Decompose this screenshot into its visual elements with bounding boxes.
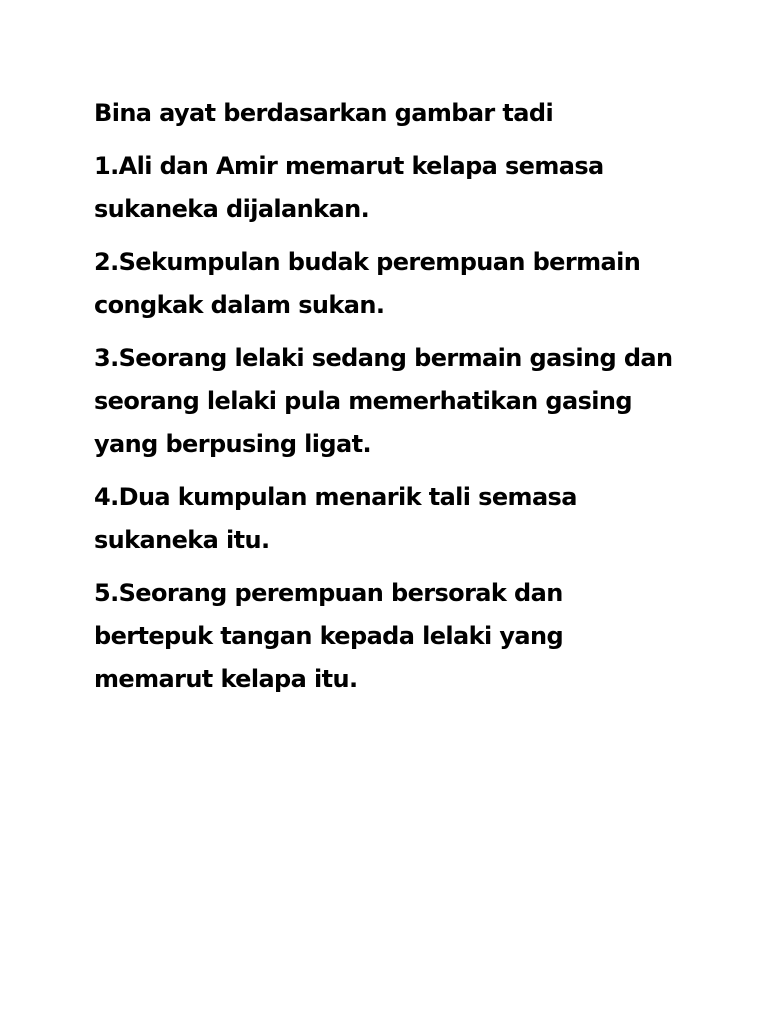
list-item-line: 4.Dua kumpulan menarik tali semasa: [94, 483, 577, 511]
list-item-3: [94, 337, 714, 466]
list-item-line: congkak dalam sukan.: [94, 291, 385, 319]
list-item-line: 2.Sekumpulan budak perempuan bermain: [94, 248, 641, 276]
list-item-line: bertepuk tangan kepada lelaki yang: [94, 622, 564, 650]
list-item-line: yang berpusing ligat.: [94, 430, 371, 458]
list-item-line: 1.Ali dan Amir memarut kelapa semasa: [94, 152, 604, 180]
page-title: Bina ayat berdasarkan gambar tadi: [94, 99, 554, 127]
list-item-4: [94, 476, 714, 562]
list-item-line: 5.Seorang perempuan bersorak dan: [94, 579, 563, 607]
list-item-line: seorang lelaki pula memerhatikan gasing: [94, 387, 632, 415]
list-item-1: [94, 145, 714, 231]
list-item-line: 3.Seorang lelaki sedang bermain gasing dan: [94, 344, 673, 372]
document-content: [94, 92, 714, 711]
list-item-2: [94, 241, 714, 327]
list-item-line: memarut kelapa itu.: [94, 665, 358, 693]
list-item-line: sukaneka dijalankan.: [94, 195, 370, 223]
list-item-5: [94, 572, 714, 701]
list-item-line: sukaneka itu.: [94, 526, 270, 554]
